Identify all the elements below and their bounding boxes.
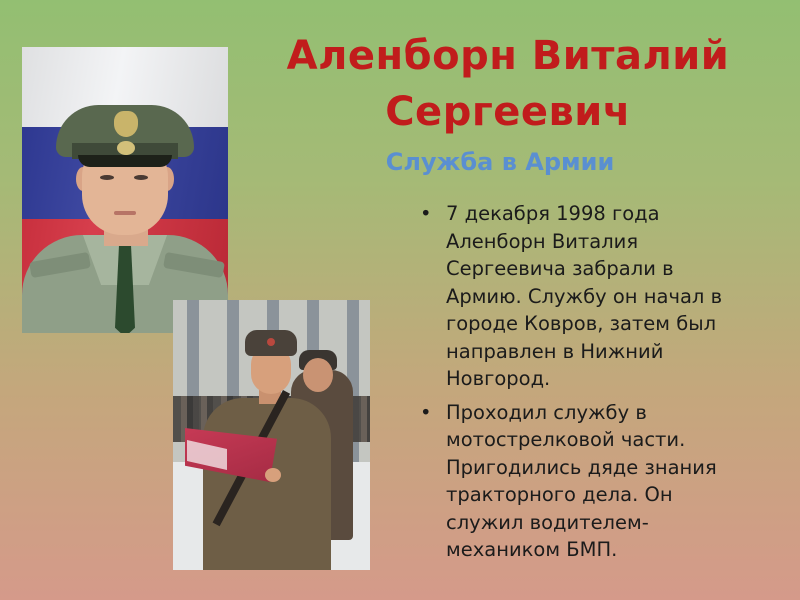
cockade-icon — [117, 141, 135, 155]
star-icon — [267, 338, 275, 346]
oath-ceremony-photo — [173, 300, 370, 570]
bullet-item — [420, 200, 750, 393]
cap-visor — [78, 155, 172, 167]
portrait-photo — [22, 47, 228, 333]
bullet-dot-icon: • — [420, 202, 432, 225]
bullet-dot-icon: • — [420, 400, 432, 424]
slide-title: Аленборн Виталий Сергеевич — [286, 33, 730, 135]
bullet-item — [420, 399, 750, 564]
bullet-list — [420, 200, 750, 570]
bullet-text: 7 декабря 1998 года Аленборн Виталия Сергеевича забрали в Армию. Службу он начал в городе Ковров, затем был направлен в Нижний Новгород. — [446, 202, 723, 390]
bullet-text: Проходил службу в мотострелковой части. Пригодились дяде знания тракторного дела. Он служил водителем-механиком БМП. — [446, 400, 717, 561]
eagle-emblem-icon — [114, 111, 138, 137]
slide-subtitle: Служба в Армии — [385, 148, 615, 176]
